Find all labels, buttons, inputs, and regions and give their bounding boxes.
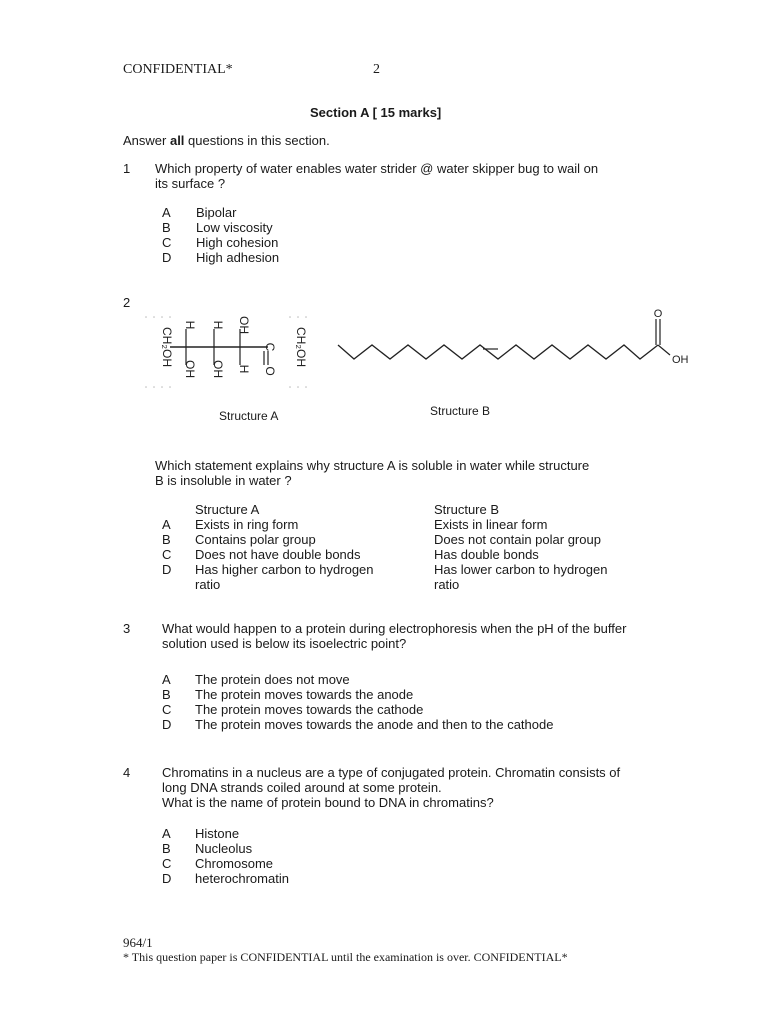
option-letter: D [162, 717, 172, 732]
question-number: 3 [123, 621, 131, 636]
option-letter: B [162, 841, 171, 856]
structure-b-chain [338, 345, 658, 359]
option-text: High cohesion [196, 235, 279, 250]
question-text: Chromatins in a nucleus are a type of conjugated protein. Chromatin consists of [162, 765, 621, 780]
structure-b-caption: Structure B [430, 404, 491, 418]
option-text: Nucleolus [195, 841, 253, 856]
option-letter: D [162, 250, 172, 265]
page-number: 2 [373, 62, 380, 77]
option-text: High adhesion [196, 250, 280, 265]
option-letter: B [162, 220, 171, 235]
question-text: B is insoluble in water ? [155, 473, 292, 488]
question-number: 4 [123, 765, 131, 780]
column-header: Structure A [195, 502, 260, 517]
ch2oh-label: CH₂OH [160, 327, 174, 367]
option-letter: B [162, 532, 171, 547]
option-text: ratio [434, 577, 460, 592]
c-label: C [263, 342, 277, 352]
question-text: What would happen to a protein during electrophoresis when the pH of the buffer [162, 621, 627, 636]
column-header: Structure B [434, 502, 500, 517]
option-letter: A [162, 517, 171, 532]
option-text: Has lower carbon to hydrogen [434, 562, 608, 577]
question-number: 2 [123, 295, 131, 310]
header-confidential: CONFIDENTIAL* [123, 62, 233, 77]
section-instruction: Answer all questions in this section. [123, 133, 330, 148]
structure-b-diagram [330, 305, 705, 375]
option-letter: C [162, 235, 172, 250]
option-letter: C [162, 702, 172, 717]
question-text: solution used is below its isoelectric point? [162, 636, 407, 651]
section-title: Section A [ 15 marks] [310, 105, 442, 120]
option-text: The protein moves towards the anode and then to the cathode [195, 717, 554, 732]
option-text: The protein does not move [195, 672, 350, 687]
option-text: Low viscosity [196, 220, 273, 235]
ch2oh-label: CH₂OH [294, 327, 308, 367]
option-text: The protein moves towards the anode [195, 687, 414, 702]
o-label: O [653, 308, 663, 320]
question-text: its surface ? [155, 176, 226, 191]
option-letter: A [162, 672, 171, 687]
paper-code: 964/1 [123, 935, 153, 950]
h-label: H [237, 364, 251, 374]
option-letter: D [162, 871, 172, 886]
structure-b-hydroxyl-bond [658, 345, 670, 355]
option-letter: A [162, 205, 171, 220]
o-label: O [263, 366, 277, 376]
option-text: Chromosome [195, 856, 274, 871]
option-text: Has higher carbon to hydrogen [195, 562, 374, 577]
option-text: Contains polar group [195, 532, 316, 547]
question-number: 1 [123, 161, 131, 176]
oh-label: OH [672, 354, 689, 366]
question-text: long DNA strands coiled around at some protein. [162, 780, 442, 795]
option-text: heterochromatin [195, 871, 289, 886]
question-text: Which property of water enables water strider @ water skipper bug to wail on [155, 161, 599, 176]
option-letter: A [162, 826, 171, 841]
structure-a-caption: Structure A [219, 409, 279, 423]
option-letter: C [162, 547, 172, 562]
option-letter: B [162, 687, 171, 702]
option-text: Has double bonds [434, 547, 539, 562]
option-letter: D [162, 562, 172, 577]
option-text: Exists in ring form [195, 517, 299, 532]
question-text: What is the name of protein bound to DNA in chromatins? [162, 795, 494, 810]
footer-notice: * This question paper is CONFIDENTIAL until the examination is over. CONFIDENTIAL* [123, 950, 568, 964]
oh-label: OH [237, 316, 251, 334]
option-letter: C [162, 856, 172, 871]
option-text: Does not have double bonds [195, 547, 361, 562]
option-text: Exists in linear form [434, 517, 548, 532]
oh-label: OH [211, 360, 225, 378]
oh-label: OH [183, 360, 197, 378]
h-label: H [183, 320, 197, 330]
option-text: Histone [195, 826, 240, 841]
option-text: Does not contain polar group [434, 532, 601, 547]
option-text: The protein moves towards the cathode [195, 702, 424, 717]
option-text: ratio [195, 577, 221, 592]
h-label: H [211, 320, 225, 330]
question-text: Which statement explains why structure A is soluble in water while structure [155, 458, 590, 473]
structure-a-diagram [140, 305, 320, 397]
option-text: Bipolar [196, 205, 237, 220]
